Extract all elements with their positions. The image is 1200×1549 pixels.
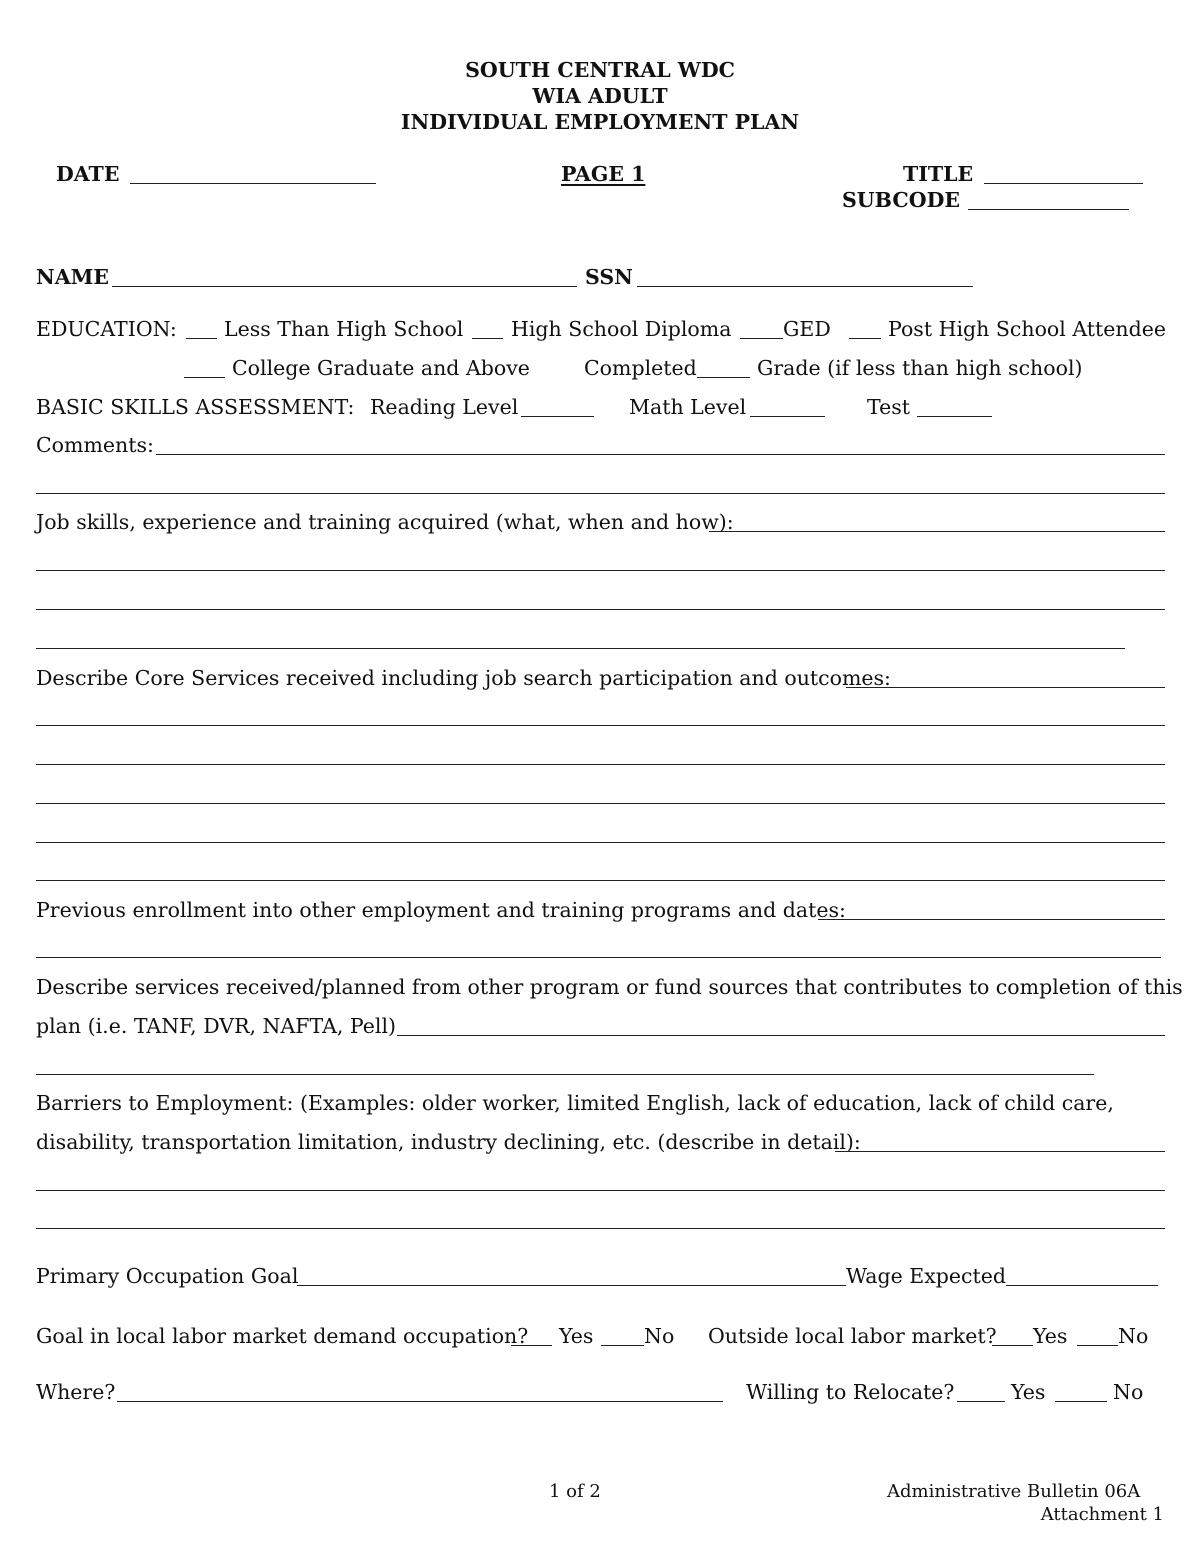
- barriers-label: Barriers to Employment: (Examples: older worker, limited English, lack of education, lack of child care,: [36, 1091, 1114, 1115]
- date-label: DATE: [56, 162, 120, 186]
- relocate-no-blank[interactable]: [1055, 1401, 1107, 1402]
- title-label: TITLE: [903, 162, 974, 186]
- education-label: EDUCATION:: [36, 317, 177, 341]
- page-label: PAGE 1: [561, 162, 646, 186]
- education-college-label: College Graduate and Above: [232, 356, 530, 380]
- outside-local-no-blank[interactable]: [1077, 1345, 1118, 1346]
- barriers-label-cont: disability, transportation limitation, industry declining, etc. (describe in detail):: [36, 1130, 861, 1154]
- test-label: Test: [867, 395, 910, 419]
- education-hs-diploma-blank[interactable]: [472, 338, 503, 339]
- local-demand-yes-label: Yes: [559, 1324, 594, 1348]
- bulletin-label: Administrative Bulletin 06A: [887, 1481, 1141, 1502]
- core-services-line[interactable]: [36, 880, 1165, 881]
- local-demand-yes-blank[interactable]: [511, 1345, 552, 1346]
- previous-enrollment-label: Previous enrollment into other employment and training programs and dates:: [36, 898, 846, 922]
- previous-enrollment-line[interactable]: [36, 957, 1161, 958]
- core-services-line[interactable]: [846, 687, 1165, 688]
- previous-enrollment-line[interactable]: [818, 919, 1165, 920]
- name-label: NAME: [36, 265, 109, 289]
- relocate-no-label: No: [1113, 1380, 1144, 1404]
- education-post-hs-label: Post High School Attendee: [888, 317, 1166, 341]
- reading-level-field[interactable]: [521, 416, 594, 417]
- name-field[interactable]: [112, 286, 577, 287]
- job-skills-line[interactable]: [36, 609, 1165, 610]
- wage-expected-field[interactable]: [1006, 1285, 1158, 1286]
- test-field[interactable]: [917, 416, 992, 417]
- comments-line[interactable]: [156, 454, 1165, 455]
- other-services-line[interactable]: [36, 1074, 1094, 1075]
- subcode-field[interactable]: [968, 209, 1129, 210]
- local-demand-no-label: No: [644, 1324, 675, 1348]
- where-label: Where?: [36, 1380, 116, 1404]
- title-field[interactable]: [984, 183, 1143, 184]
- completed-label: Completed: [584, 356, 697, 380]
- relocate-label: Willing to Relocate?: [746, 1380, 955, 1404]
- form-title-program: WIA ADULT: [532, 84, 668, 108]
- outside-local-label: Outside local labor market?: [708, 1324, 997, 1348]
- comments-label: Comments:: [36, 433, 154, 457]
- education-ged-blank[interactable]: [740, 338, 783, 339]
- relocate-yes-blank[interactable]: [957, 1401, 1005, 1402]
- core-services-line[interactable]: [36, 842, 1165, 843]
- barriers-line[interactable]: [36, 1190, 1165, 1191]
- job-skills-label: Job skills, experience and training acquired (what, when and how):: [36, 510, 734, 534]
- subcode-label: SUBCODE: [842, 188, 960, 212]
- comments-line[interactable]: [36, 493, 1165, 494]
- wage-expected-label: Wage Expected: [846, 1264, 1007, 1288]
- ssn-field[interactable]: [637, 286, 973, 287]
- core-services-line[interactable]: [36, 764, 1165, 765]
- outside-local-yes-label: Yes: [1033, 1324, 1068, 1348]
- reading-level-label: Reading Level: [370, 395, 519, 419]
- page-count: 1 of 2: [549, 1481, 601, 1502]
- completed-grade-field[interactable]: [697, 377, 750, 378]
- basic-skills-label: BASIC SKILLS ASSESSMENT:: [36, 395, 355, 419]
- form-title-plan: INDIVIDUAL EMPLOYMENT PLAN: [400, 110, 800, 134]
- core-services-line[interactable]: [36, 725, 1165, 726]
- form-title-org: SOUTH CENTRAL WDC: [465, 58, 735, 82]
- ssn-label: SSN: [585, 265, 633, 289]
- primary-goal-field[interactable]: [297, 1285, 846, 1286]
- other-services-label-cont: plan (i.e. TANF, DVR, NAFTA, Pell): [36, 1014, 397, 1038]
- local-demand-no-blank[interactable]: [601, 1345, 644, 1346]
- other-services-line[interactable]: [397, 1035, 1165, 1036]
- outside-local-no-label: No: [1118, 1324, 1149, 1348]
- grade-label: Grade (if less than high school): [757, 356, 1083, 380]
- math-level-field[interactable]: [750, 416, 825, 417]
- where-field[interactable]: [117, 1401, 723, 1402]
- education-post-hs-blank[interactable]: [849, 338, 881, 339]
- education-less-than-hs-blank[interactable]: [186, 338, 217, 339]
- education-less-than-hs-label: Less Than High School: [224, 317, 464, 341]
- attachment-label: Attachment 1: [1040, 1504, 1164, 1525]
- job-skills-line[interactable]: [36, 570, 1165, 571]
- barriers-line[interactable]: [36, 1228, 1165, 1229]
- job-skills-line[interactable]: [36, 648, 671, 649]
- math-level-label: Math Level: [629, 395, 747, 419]
- job-skills-line[interactable]: [709, 531, 1165, 532]
- education-college-blank[interactable]: [184, 377, 225, 378]
- education-ged-label: GED: [783, 317, 831, 341]
- core-services-line[interactable]: [36, 803, 1165, 804]
- barriers-line[interactable]: [835, 1151, 1165, 1152]
- outside-local-yes-blank[interactable]: [992, 1345, 1033, 1346]
- local-demand-label: Goal in local labor market demand occupation?: [36, 1324, 529, 1348]
- primary-goal-label: Primary Occupation Goal: [36, 1264, 299, 1288]
- other-services-label: Describe services received/planned from other program or fund sources that contributes to completion of this: [36, 975, 1183, 999]
- date-field[interactable]: [130, 183, 376, 184]
- core-services-label: Describe Core Services received including job search participation and outcomes:: [36, 666, 891, 690]
- education-hs-diploma-label: High School Diploma: [511, 317, 732, 341]
- job-skills-line[interactable]: [671, 648, 1125, 649]
- relocate-yes-label: Yes: [1011, 1380, 1046, 1404]
